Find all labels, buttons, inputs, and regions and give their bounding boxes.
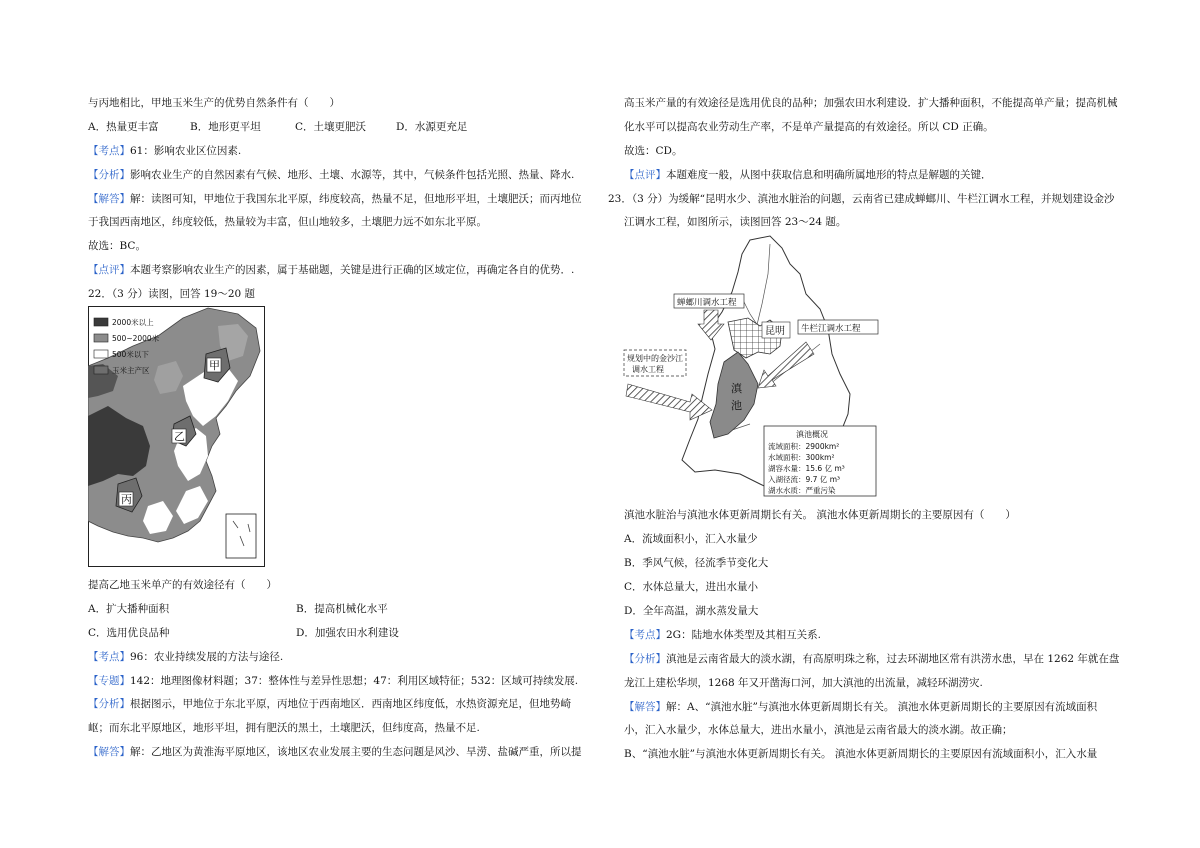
info-row-4: 入湖径流：9.7 亿 m³ (768, 475, 841, 484)
legend-500-2000: 500~2000米 (112, 334, 160, 343)
right-fenxi-text-2: 龙江上建松华坝，1268 年又开凿海口河，加大滇池的出流量，减轻环湖涝灾. (624, 677, 983, 689)
q21-option-b: B．地形更平坦 (190, 121, 261, 133)
label-niulan: 牛栏江调水工程 (801, 324, 861, 334)
q21-stem: 与丙地相比，甲地玉米生产的优势自然条件有（ ） (88, 97, 340, 109)
right-kaodian-text: 2G：陆地水体类型及其相互关系. (666, 629, 821, 641)
right-line-2: 化水平可以提高农业劳动生产率，不是单产量提高的有效途径。所以 CD 正确。 (624, 121, 994, 133)
right-answer: 故选：CD。 (624, 145, 683, 157)
q22-title: 22．（3 分）读图，回答 19～20 题 (88, 288, 256, 300)
kaodian-line (88, 144, 241, 158)
label-jinsha-2: 调水工程 (632, 365, 664, 374)
right-dianping-line (624, 168, 992, 182)
label-bing: 丙 (121, 493, 132, 506)
zhuanti-tag: 【专题】 (88, 675, 130, 687)
fenxi-tag: 【分析】 (88, 169, 130, 181)
q21-option-c: C．土壤更肥沃 (295, 121, 367, 133)
info-title: 滇池概况 (796, 430, 828, 439)
right-fenxi-line (624, 652, 1119, 666)
jieda-tag: 【解答】 (88, 193, 130, 205)
label-dian: 滇 (731, 382, 742, 395)
label-tanglang: 蝉螂川调水工程 (677, 298, 737, 308)
q22-option-a: A．扩大播种面积 (88, 603, 170, 615)
dianping-line (88, 263, 574, 277)
q23-option-c: C．水体总量大，进出水量小 (624, 581, 759, 593)
q21-option-a: A．热量更丰富 (88, 121, 159, 133)
jieda2-line (88, 745, 582, 759)
china-terrain-map (88, 306, 266, 568)
q22-stem: 提高乙地玉米单产的有效途径有（ ） (88, 579, 277, 591)
q22-option-d: D．加强农田水利建设 (296, 627, 399, 639)
jieda-text-1: 解：读图可知，甲地位于我国东北平原，纬度较高，热量不足，但地形平坦，土壤肥沃；而丙地位 (130, 193, 582, 205)
kaodian-text: 61：影响农业区位因素. (130, 145, 242, 157)
label-chi: 池 (731, 399, 742, 412)
info-row-2: 水域面积：300km² (768, 453, 835, 462)
kaodian-tag: 【考点】 (88, 145, 130, 157)
fenxi2-tag: 【分析】 (88, 698, 130, 710)
right-jieda-text-1: 解：A、“滇池水脏”与滇池水体更新周期长有关。 滇池水体更新周期长的主要原因有流域面积 (666, 701, 1098, 713)
dianping-text: 本题考察影响农业生产的因素，属于基础题，关键是进行正确的区域定位，再确定各自的优势．. (130, 264, 575, 276)
info-row-5: 湖水水质：严重污染 (768, 486, 836, 495)
q21-option-d: D．水源更充足 (396, 121, 468, 133)
q23-option-a: A．流域面积小，汇入水量少 (624, 533, 758, 545)
right-jieda-text-3: B、“滇池水脏”与滇池水体更新周期长有关。 滇池水体更新周期长的主要原因有流域面积小，汇入水量 (624, 748, 1098, 760)
q23-line-2: 江调水工程，如图所示，读图回答 23～24 题。 (624, 216, 847, 228)
jieda2-tag: 【解答】 (88, 746, 130, 758)
kaodian2-text: 96：农业持续发展的方法与途径. (130, 651, 284, 663)
dianchi-map (620, 234, 882, 500)
legend-2000: 2000米以上 (112, 318, 154, 327)
dianping-tag: 【点评】 (88, 264, 130, 276)
q21-answer: 故选：BC。 (88, 240, 146, 252)
right-dianping-text: 本题难度一般，从图中获取信息和明确所属地形的特点是解题的关键． (666, 169, 992, 181)
right-fenxi-text-1: 滇池是云南省最大的淡水湖，有高原明珠之称，过去环湖地区常有洪涝水患，早在 1262 年就在盘 (666, 653, 1120, 665)
right-jieda-tag: 【解答】 (624, 701, 666, 713)
zhuanti-text: 142：地理图像材料题；37：整体性与差异性思想；47：利用区域特征；532：区域可持续发展. (130, 675, 579, 687)
label-jinsha-1: 规划中的金沙江 (627, 354, 683, 363)
q22-option-c: C．选用优良品种 (88, 627, 170, 639)
info-row-1: 流域面积：2900km² (768, 442, 840, 451)
kaodian2-tag: 【考点】 (88, 651, 130, 663)
right-kaodian-line (624, 628, 821, 642)
label-kunming: 昆明 (765, 326, 785, 337)
fenxi-text: 影响农业生产的自然因素有气候、地形、土壤、水源等，其中，气候条件包括光照、热量、降水. (130, 169, 575, 181)
right-fenxi-tag: 【分析】 (624, 653, 666, 665)
right-jieda-text-2: 小，汇入水量少，水体总量大，进出水量小，滇池是云南省最大的淡水湖。故正确； (624, 724, 1013, 736)
q23-line-1: 23．（3 分）为缓解“昆明水少、滇池水脏治的问题，云南省已建成蝉螂川、牛栏江调水工程，并规划建设金沙 (608, 193, 1115, 205)
zhuanti-line (88, 674, 578, 688)
jieda2-text: 解：乙地区为黄淮海平原地区，该地区农业发展主要的生态问题是风沙、旱涝、盐碱严重，所以提 (130, 746, 582, 758)
right-kaodian-tag: 【考点】 (624, 629, 666, 641)
jieda-text-2: 于我国西南地区，纬度较低，热量较为丰富，但山地较多，土壤肥力远不如东北平原。 (88, 216, 487, 228)
right-dianping-tag: 【点评】 (624, 169, 666, 181)
q22-option-b: B．提高机械化水平 (296, 603, 388, 615)
fenxi2-text-2: 岖；而东北平原地区，地形平坦，拥有肥沃的黑土，土壤肥沃，但纬度高，热量不足. (88, 722, 480, 734)
legend-500: 500米以下 (112, 350, 149, 359)
fenxi2-line (88, 697, 571, 711)
jieda-line (88, 192, 582, 206)
right-jieda-line (624, 700, 1097, 714)
q23-stem: 滇池水脏治与滇池水体更新周期长有关。 滇池水体更新周期长的主要原因有（ ） (624, 509, 1016, 521)
label-yi: 乙 (174, 430, 185, 443)
fenxi-line (88, 168, 574, 182)
legend-corn: 玉米主产区 (112, 366, 150, 375)
info-row-3: 湖容水量：15.6 亿 m³ (768, 464, 845, 473)
label-jia: 甲 (209, 359, 220, 372)
q23-option-d: D．全年高温，湖水蒸发量大 (624, 605, 759, 617)
right-line-1: 高玉米产量的有效途径是选用优良的品种；加强农田水利建设．扩大播种面积，不能提高单产量；提高机械 (624, 97, 1118, 109)
kaodian2-line (88, 650, 283, 664)
q23-option-b: B．季风气候，径流季节变化大 (624, 557, 769, 569)
fenxi2-text-1: 根据图示，甲地位于东北平原，丙地位于西南地区．西南地区纬度低，水热资源充足，但地势崎 (130, 698, 571, 710)
